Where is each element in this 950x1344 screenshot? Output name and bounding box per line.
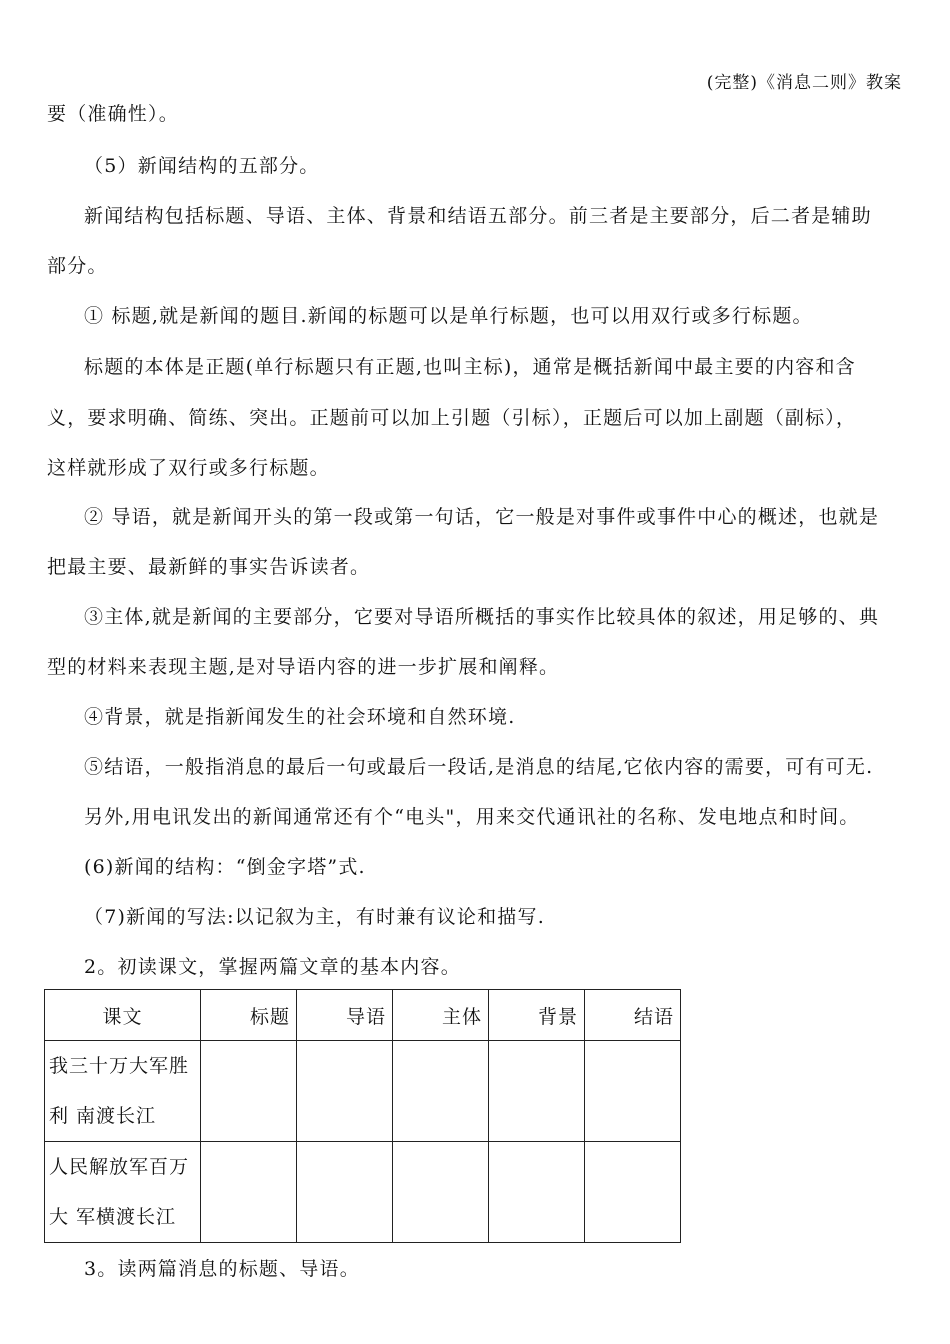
paragraph-line: 标题的本体是正题(单行标题只有正题,也叫主标)，通常是概括新闻中最主要的内容和含 [84,356,856,378]
table-header-cell: 导语 [297,990,393,1041]
paragraph-line: 把最主要、最新鲜的事实告诉读者。 [47,556,371,578]
empty-cell[interactable] [297,1142,393,1243]
content-table [44,989,681,1243]
section-heading: (6)新闻的结构：“倒金字塔”式. [84,856,366,878]
paragraph-line: 型的材料来表现主题,是对导语内容的进一步扩展和阐释。 [47,656,560,678]
paragraph-line: 新闻结构包括标题、导语、主体、背景和结语五部分。前三者是主要部分，后二者是辅助 [84,205,872,227]
paragraph-line: ① 标题,就是新闻的题目.新闻的标题可以是单行标题，也可以用双行或多行标题。 [84,305,813,327]
article-title-cell [45,1142,201,1243]
section-heading: 3。读两篇消息的标题、导语。 [84,1258,360,1280]
table-header-row [45,990,681,1041]
table-header-cell: 标题 [201,990,297,1041]
paragraph-line: 要（准确性）。 [47,103,179,125]
article-title-cell [45,1041,201,1142]
empty-cell[interactable] [393,1142,489,1243]
paragraph-line: 另外,用电讯发出的新闻通常还有个“电头"，用来交代通讯社的名称、发电地点和时间。 [84,806,860,828]
empty-cell[interactable] [393,1041,489,1142]
paragraph-line: ⑤结语，一般指消息的最后一句或最后一段话,是消息的结尾,它依内容的需要，可有可无. [84,756,874,778]
page-header: (完整)《消息二则》教案 [706,73,902,93]
empty-cell[interactable] [201,1142,297,1243]
empty-cell[interactable] [585,1142,681,1243]
paragraph-line: ③主体,就是新闻的主要部分，它要对导语所概括的事实作比较具体的叙述，用足够的、典 [84,606,880,628]
section-heading: （7)新闻的写法:以记叙为主，有时兼有议论和描写. [84,906,545,928]
table-header-cell: 课文 [45,990,201,1041]
table-row [45,1142,681,1243]
paragraph-line: 义，要求明确、简练、突出。正题前可以加上引题（引标），正题后可以加上副题（副标）， [47,407,857,429]
article-title-line: 我三十万大军胜 [49,1055,190,1077]
table-row [45,1041,681,1142]
paragraph-line: ② 导语，就是新闻开头的第一段或第一句话，它一般是对事件或事件中心的概述，也就是 [84,506,880,528]
empty-cell[interactable] [585,1041,681,1142]
table-header-cell: 结语 [585,990,681,1041]
section-heading: 2。初读课文，掌握两篇文章的基本内容。 [84,956,461,978]
section-heading: （5）新闻结构的五部分。 [84,155,320,177]
article-title-line: 利 南渡长江 [49,1105,157,1127]
paragraph-line: ④背景，就是指新闻发生的社会环境和自然环境. [84,706,516,728]
paragraph-line: 部分。 [47,255,108,277]
empty-cell[interactable] [201,1041,297,1142]
article-title-line: 人民解放军百万 [49,1156,190,1178]
empty-cell[interactable] [489,1041,585,1142]
paragraph-line: 这样就形成了双行或多行标题。 [47,457,330,479]
article-title-line: 大 军横渡长江 [49,1206,177,1228]
table-header-cell: 主体 [393,990,489,1041]
empty-cell[interactable] [489,1142,585,1243]
table-header-cell: 背景 [489,990,585,1041]
empty-cell[interactable] [297,1041,393,1142]
